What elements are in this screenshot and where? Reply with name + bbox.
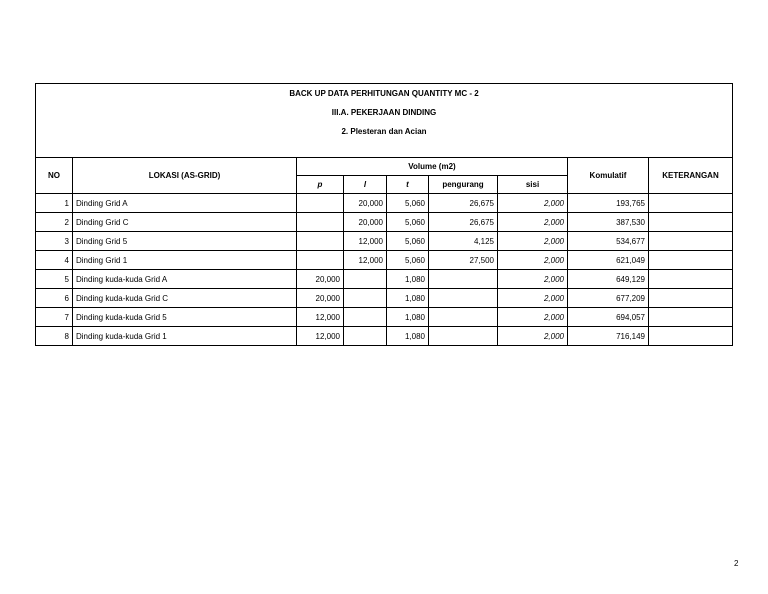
- cell-lokasi: Dinding kuda-kuda Grid 5: [73, 308, 297, 327]
- cell-pengurang: [429, 270, 498, 289]
- cell-komulatif: 534,677: [568, 232, 649, 251]
- table-row: [36, 289, 733, 308]
- cell-lokasi: Dinding kuda-kuda Grid A: [73, 270, 297, 289]
- cell-sisi: 2,000: [498, 270, 568, 289]
- header-volume: Volume (m2): [297, 158, 568, 176]
- cell-l: 12,000: [344, 232, 387, 251]
- cell-p: 12,000: [297, 327, 344, 346]
- header-keterangan: KETERANGAN: [649, 158, 733, 194]
- cell-sisi: 2,000: [498, 251, 568, 270]
- subsection-title: 2. Plesteran dan Acian: [341, 127, 427, 136]
- cell-no: 4: [36, 251, 73, 270]
- cell-pengurang: [429, 327, 498, 346]
- quantity-table: [35, 83, 733, 346]
- header-p: p: [297, 176, 344, 194]
- cell-komulatif: 677,209: [568, 289, 649, 308]
- cell-keterangan: [649, 289, 733, 308]
- cell-lokasi: Dinding Grid C: [73, 213, 297, 232]
- cell-l: 12,000: [344, 251, 387, 270]
- cell-lokasi: Dinding kuda-kuda Grid 1: [73, 327, 297, 346]
- cell-no: 5: [36, 270, 73, 289]
- cell-l: 20,000: [344, 194, 387, 213]
- header-komulatif: Komulatif: [568, 158, 649, 194]
- cell-no: 1: [36, 194, 73, 213]
- cell-sisi: 2,000: [498, 213, 568, 232]
- cell-lokasi: Dinding Grid 1: [73, 251, 297, 270]
- cell-l: [344, 308, 387, 327]
- cell-lokasi: Dinding kuda-kuda Grid C: [73, 289, 297, 308]
- table-row: [36, 194, 733, 213]
- cell-keterangan: [649, 213, 733, 232]
- cell-keterangan: [649, 270, 733, 289]
- cell-p: 12,000: [297, 308, 344, 327]
- cell-p: [297, 194, 344, 213]
- header-no: NO: [36, 158, 73, 194]
- cell-t: 1,080: [387, 270, 429, 289]
- cell-pengurang: [429, 308, 498, 327]
- cell-t: 1,080: [387, 308, 429, 327]
- cell-no: 3: [36, 232, 73, 251]
- cell-komulatif: 694,057: [568, 308, 649, 327]
- cell-l: [344, 289, 387, 308]
- cell-pengurang: 26,675: [429, 213, 498, 232]
- cell-no: 2: [36, 213, 73, 232]
- table-row: [36, 232, 733, 251]
- cell-keterangan: [649, 327, 733, 346]
- header-t: t: [387, 176, 429, 194]
- cell-keterangan: [649, 232, 733, 251]
- cell-p: [297, 213, 344, 232]
- cell-p: [297, 251, 344, 270]
- cell-sisi: 2,000: [498, 327, 568, 346]
- cell-t: 1,080: [387, 289, 429, 308]
- cell-no: 7: [36, 308, 73, 327]
- cell-pengurang: 26,675: [429, 194, 498, 213]
- cell-t: 5,060: [387, 194, 429, 213]
- cell-t: 5,060: [387, 251, 429, 270]
- cell-sisi: 2,000: [498, 308, 568, 327]
- cell-komulatif: 193,765: [568, 194, 649, 213]
- cell-lokasi: Dinding Grid 5: [73, 232, 297, 251]
- document-title: BACK UP DATA PERHITUNGAN QUANTITY MC - 2: [289, 89, 479, 98]
- cell-no: 8: [36, 327, 73, 346]
- table-row: [36, 270, 733, 289]
- cell-l: 20,000: [344, 213, 387, 232]
- table-row: [36, 251, 733, 270]
- title-block: [36, 84, 733, 158]
- cell-no: 6: [36, 289, 73, 308]
- header-l: l: [344, 176, 387, 194]
- cell-sisi: 2,000: [498, 289, 568, 308]
- cell-l: [344, 327, 387, 346]
- cell-pengurang: 4,125: [429, 232, 498, 251]
- cell-keterangan: [649, 251, 733, 270]
- cell-l: [344, 270, 387, 289]
- cell-keterangan: [649, 308, 733, 327]
- cell-t: 5,060: [387, 232, 429, 251]
- cell-komulatif: 649,129: [568, 270, 649, 289]
- cell-komulatif: 621,049: [568, 251, 649, 270]
- table-row: [36, 308, 733, 327]
- cell-pengurang: [429, 289, 498, 308]
- header-lokasi: LOKASI (AS-GRID): [73, 158, 297, 194]
- cell-keterangan: [649, 194, 733, 213]
- cell-lokasi: Dinding Grid A: [73, 194, 297, 213]
- header-sisi: sisi: [498, 176, 568, 194]
- cell-t: 5,060: [387, 213, 429, 232]
- cell-komulatif: 716,149: [568, 327, 649, 346]
- cell-p: 20,000: [297, 289, 344, 308]
- header-pengurang: pengurang: [429, 176, 498, 194]
- cell-p: [297, 232, 344, 251]
- table-row: [36, 213, 733, 232]
- page-number: 2: [734, 559, 739, 568]
- section-title: III.A. PEKERJAAN DINDING: [331, 108, 437, 117]
- cell-pengurang: 27,500: [429, 251, 498, 270]
- table-row: [36, 327, 733, 346]
- cell-komulatif: 387,530: [568, 213, 649, 232]
- cell-sisi: 2,000: [498, 232, 568, 251]
- cell-t: 1,080: [387, 327, 429, 346]
- cell-sisi: 2,000: [498, 194, 568, 213]
- cell-p: 20,000: [297, 270, 344, 289]
